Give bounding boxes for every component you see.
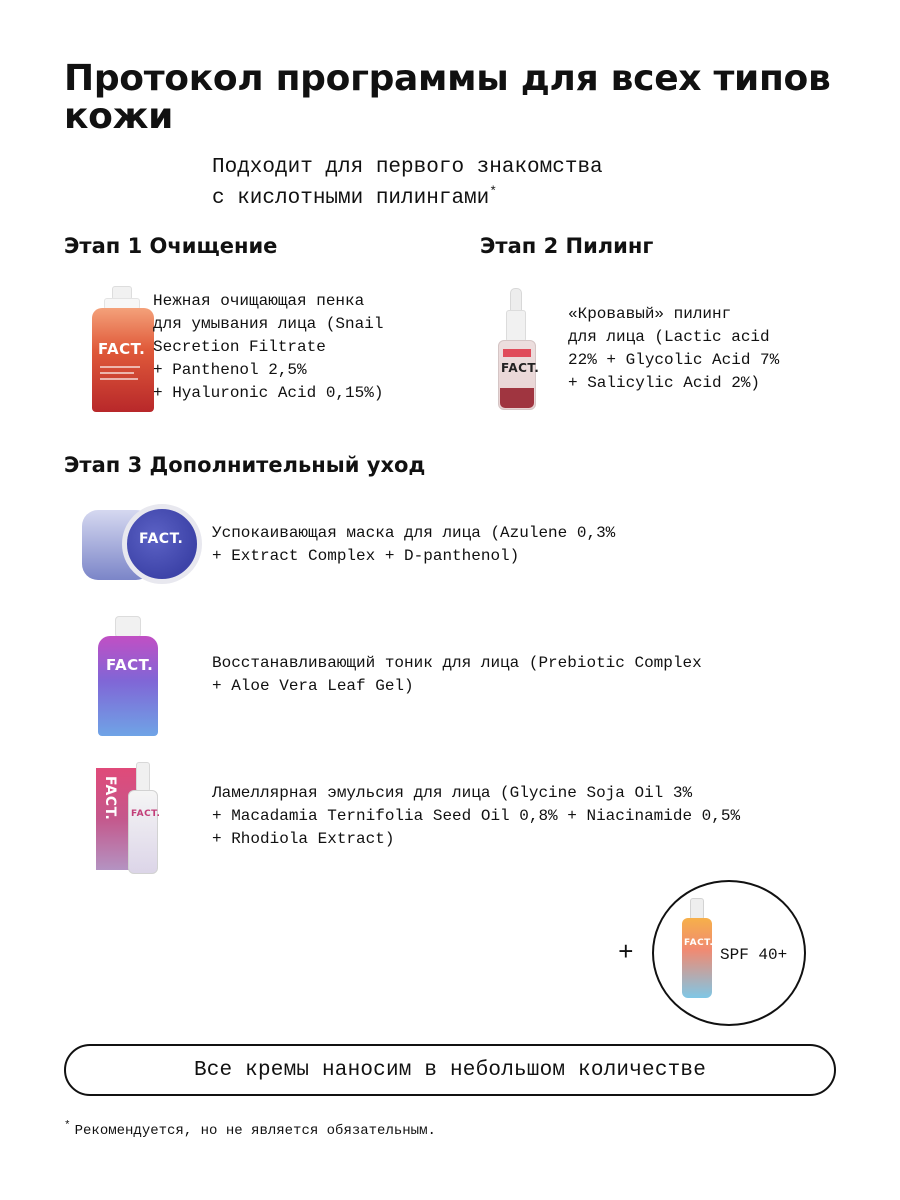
soothing-mask-image xyxy=(82,504,212,586)
brand-logo: FACT. xyxy=(684,938,714,948)
lamellar-emulsion-image xyxy=(96,762,166,876)
description-line: + Aloe Vera Leaf Gel) xyxy=(212,677,414,695)
description-line: Нежная очищающая пенка xyxy=(153,292,365,310)
serum-liquid xyxy=(500,388,534,408)
pump-icon xyxy=(690,898,704,920)
description-line: + Salicylic Acid 2%) xyxy=(568,374,761,392)
jar-lid xyxy=(122,504,202,584)
tonic-description xyxy=(212,652,702,698)
description-line: + Extract Complex + D-panthenol) xyxy=(212,547,520,565)
emulsion-bottle xyxy=(128,790,161,874)
brand-logo: FACT. xyxy=(139,531,184,547)
spf-label: SPF 40+ xyxy=(720,946,788,964)
description-line: Успокаивающая маска для лица (Azulene 0,3% xyxy=(212,524,616,542)
stage-1-title: Этап 1 Очищение xyxy=(64,234,278,258)
label-line xyxy=(100,378,138,380)
sunscreen-bottle xyxy=(682,918,712,998)
mask-description xyxy=(212,522,615,568)
peeling-serum-image xyxy=(498,288,540,412)
pump-icon xyxy=(136,762,150,792)
description-line: Ламеллярная эмульсия для лица (Glycine Soja Oil 3% xyxy=(212,784,693,802)
footnote xyxy=(64,1122,436,1140)
description-line: + Hyaluronic Acid 0,15%) xyxy=(153,384,384,402)
stage-2-title: Этап 2 Пилинг xyxy=(480,234,654,258)
description-line: для лица (Lactic acid xyxy=(568,328,770,346)
stage-1-description xyxy=(153,290,383,405)
spf-badge xyxy=(652,880,806,1026)
description-line: + Panthenol 2,5% xyxy=(153,361,307,379)
brand-logo: FACT. xyxy=(106,656,154,674)
description-line: для умывания лица (Snail xyxy=(153,315,384,333)
footnote-mark: * xyxy=(489,184,498,199)
page-title: Протокол программы для всех типов кожи xyxy=(64,58,831,137)
foam-bottle xyxy=(92,308,154,412)
subtitle-line-2-text: с кислотными пилингами xyxy=(212,187,490,210)
tonic-bottle xyxy=(98,636,158,736)
subtitle-line-1: Подходит для первого знакомства xyxy=(212,156,603,179)
brand-logo: FACT. xyxy=(102,776,118,821)
restoring-tonic-image xyxy=(98,616,158,736)
description-line: + Rhodiola Extract) xyxy=(212,830,395,848)
stage-3-title: Этап 3 Дополнительный уход xyxy=(64,453,426,477)
brand-logo: FACT. xyxy=(98,340,146,358)
description-line: Восстанавливающий тоник для лица (Prebiotic Complex xyxy=(212,654,702,672)
subtitle-line-2 xyxy=(212,183,772,214)
footnote-text: Рекомендуется, но не является обязательным. xyxy=(74,1123,436,1139)
plus-sign: + xyxy=(618,938,634,968)
stage-2-description xyxy=(568,303,779,395)
label-line xyxy=(100,372,134,374)
application-note-text: Все кремы наносим в небольшом количестве xyxy=(193,1058,707,1082)
label-line xyxy=(100,366,140,368)
foam-cleanser-image xyxy=(92,286,154,412)
subtitle xyxy=(212,152,772,214)
label-accent xyxy=(503,349,531,357)
brand-logo: FACT. xyxy=(501,361,540,375)
description-line: «Кровавый» пилинг xyxy=(568,305,732,323)
description-line: + Macadamia Ternifolia Seed Oil 0,8% + Niacinamide 0,5% xyxy=(212,807,741,825)
emulsion-description xyxy=(212,782,740,851)
description-line: Secretion Filtrate xyxy=(153,338,326,356)
dropper-bottle xyxy=(498,340,540,410)
brand-logo: FACT. xyxy=(131,809,161,819)
description-line: 22% + Glycolic Acid 7% xyxy=(568,351,780,369)
dropper-cap xyxy=(506,310,526,342)
bottle-cap xyxy=(115,616,141,638)
application-note xyxy=(64,1044,836,1096)
dropper-icon xyxy=(510,288,522,312)
footnote-mark: * xyxy=(64,1120,71,1133)
